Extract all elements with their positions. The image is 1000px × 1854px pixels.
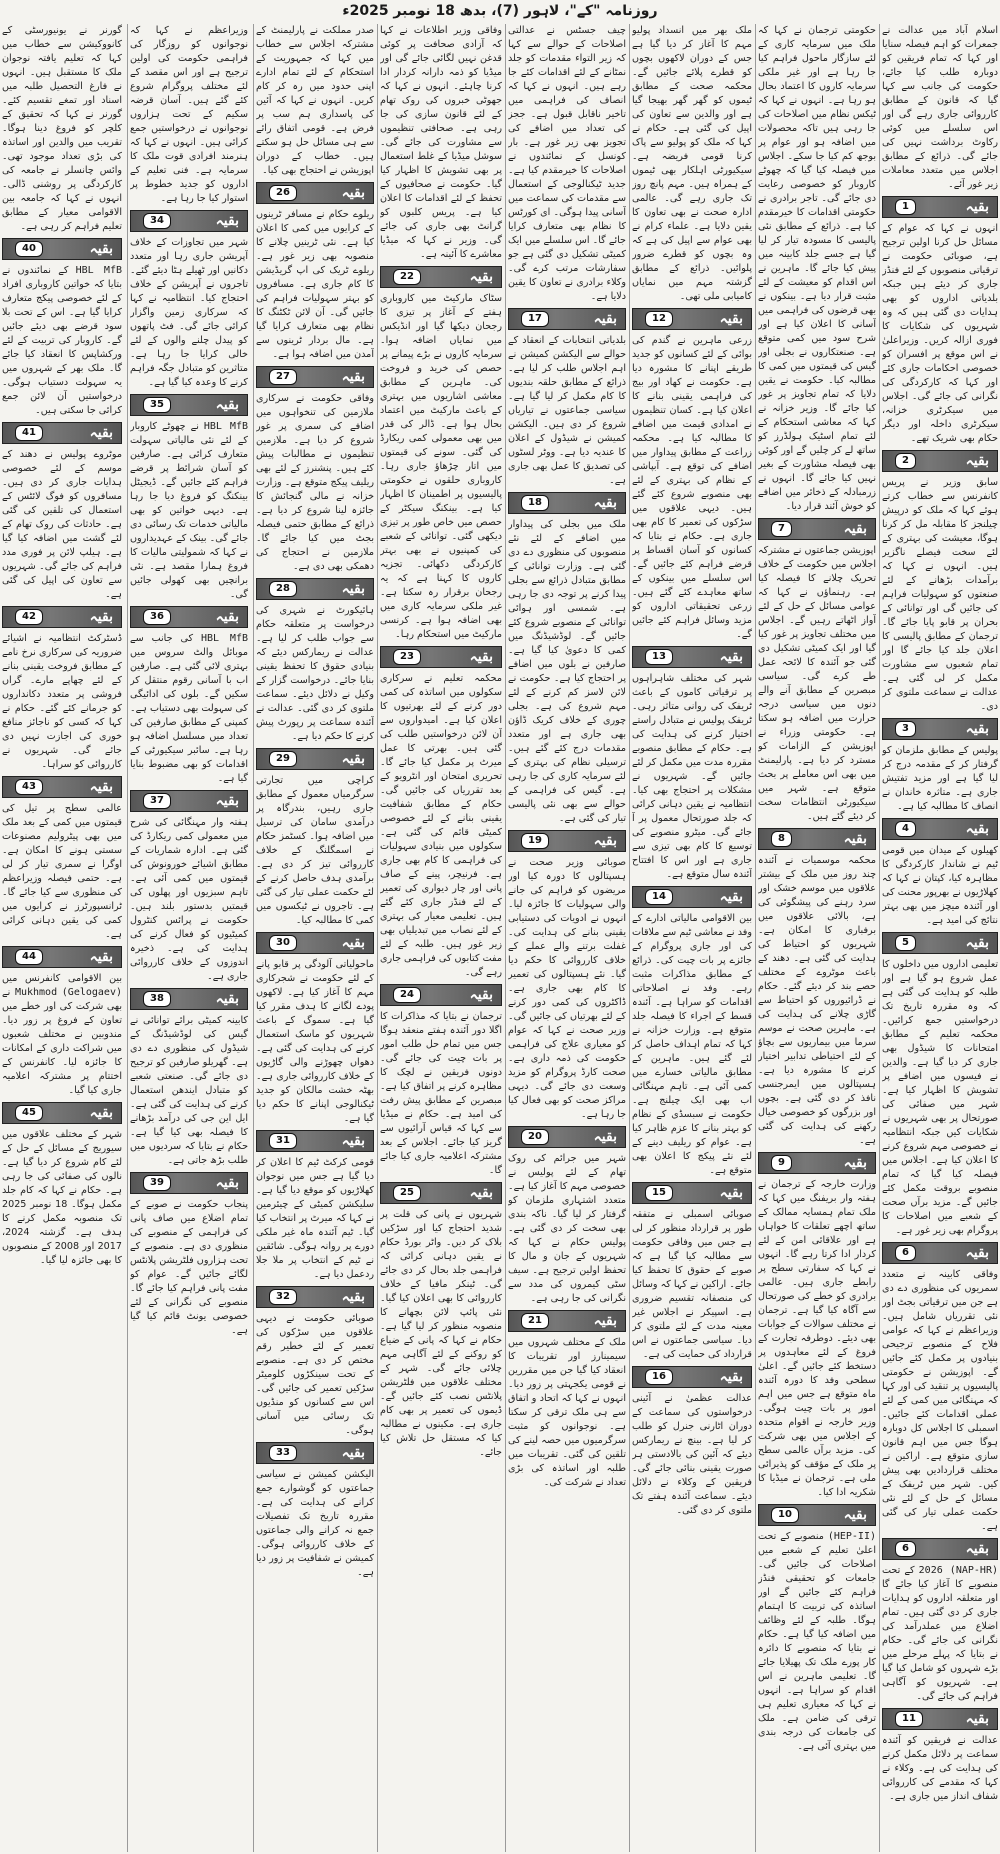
baqia-banner: بقیہ 34: [130, 210, 248, 232]
column-4: [508, 24, 626, 1852]
baqia-banner: بقیہ 18: [508, 492, 626, 514]
column-text: (HEP-II) منصوبے کے تحت اعلیٰ تعلیم کے شعبے میں اصلاحات کی جائیں گی۔ جامعات کو تحقیقی فنڈز فراہم کئے جائیں گے اور اساتذہ کی تربیت کا اہتمام ہوگا۔ طلبہ کے لئے وظائف میں اضافہ کیا گیا ہے۔ حکام نے بتایا کہ منصوبے کا دائرہ کار پورے ملک تک پھیلایا جائے گا۔ تعلیمی ماہرین نے اس اقدام کو سراہا ہے۔ انہوں نے کہا کہ معیاری تعلیم ہی ترقی کی ضامن ہے۔ ملک کی جامعات کی درجہ بندی میں بہتری آئی ہے۔: [758, 1531, 876, 1752]
column-text: صوبائی وزیر صحت نے ہسپتالوں کا دورہ کیا اور مریضوں کو فراہم کی جانے والی سہولیات کا جائزہ لیا۔ انہوں نے ادویات کی دستیابی یقینی بنانے کی ہدایت کی۔ غفلت برتنے والے عملے کے خلاف کارروائی کا حکم دیا گیا۔ نئے ہسپتالوں کی تعمیر کا کام بھی جاری ہے۔ ڈاکٹروں کی کمی دور کرنے کے لئے بھرتیاں کی جائیں گی۔ وزیر صحت نے کہا کہ عوام کو معیاری علاج کی فراہمی حکومت کی ذمہ داری ہے۔ صحت کارڈ پروگرام کو مزید وسعت دی جائے گی۔ دیہی مراکز صحت کو بھی فعال کیا جا رہا ہے۔: [508, 857, 626, 1120]
column-text: ملک میں بجلی کی پیداوار میں اضافے کے لئے نئے منصوبوں کی منظوری دے دی گئی ہے۔ وزارت توانائی کے مطابق متبادل ذرائع سے بجلی پیدا کرنے پر توجہ دی جا رہی ہے۔ شمسی اور ہوائی توانائی کے منصوبے شروع کئے جائیں گے۔ لوڈشیڈنگ میں کمی کا دعویٰ کیا گیا ہے۔ صارفین نے بلوں میں اضافے پر احتجاج کیا ہے۔ حکومت نے لائن لاسز کم کرنے کے لئے مہم شروع کی ہے۔ بجلی چوری کے خلاف کریک ڈاؤن بھی جاری ہے اور متعدد مقدمات درج کئے گئے ہیں۔ ترسیلی نظام کی بہتری کے لئے سرمایہ کاری کی جا رہی ہے۔ گیس کی فراہمی کے حوالے سے بھی نئی پالیسی تیار کی گئی ہے۔: [508, 519, 626, 824]
column-text: چیف جسٹس نے عدالتی اصلاحات کے حوالے سے کہا کہ زیر التواء مقدمات کو جلد نمٹانے کے لئے اقدامات کئے جا رہے ہیں۔ انہوں نے کہا کہ انصاف کی فراہمی میں تاخیر ناقابل قبول ہے۔ ججز کی تعداد میں اضافے کی تجویز بھی زیر غور ہے۔ بار کونسل کے نمائندوں نے اصلاحات کا خیرمقدم کیا ہے۔ جدید ٹیکنالوجی کے استعمال سے مقدمات کی سماعت میں آسانی پیدا ہوگی۔ ای کورٹس کا نظام بھی متعارف کرایا جائے گا۔ اس سلسلے میں ایک کمیٹی تشکیل دی گئی ہے جو سفارشات مرتب کرے گی۔ وکلاء برادری نے تعاون کا یقین دلایا ہے۔: [508, 25, 626, 302]
baqia-banner: بقیہ 12: [632, 308, 752, 330]
column-text: پنجاب حکومت نے صوبے کے تمام اضلاع میں صاف پانی کی فراہمی کے منصوبے کی منظوری دی ہے۔ منصوبے کے تحت ہزاروں فلٹریشن پلانٹس لگائے جائیں گے۔ عوام کو مفت پانی فراہم کیا جائے گا۔ منصوبے کی نگرانی کے لئے خصوصی یونٹ قائم کیا گیا ہے۔: [130, 1199, 248, 1336]
column-text: وزیراعظم نے کہا کہ نوجوانوں کو روزگار کی فراہمی حکومت کی اولین ترجیح ہے اور اس مقصد کے لئے مختلف پروگرام شروع کئے گئے ہیں۔ آسان قرضہ سکیم کے تحت ہزاروں نوجوانوں نے درخواستیں جمع کرائی ہیں۔ انہوں نے کہا کہ ہنرمند افرادی قوت ملک کا سرمایہ ہے۔ فنی تعلیم کے اداروں کو جدید خطوط پر استوار کیا جا رہا ہے۔: [130, 25, 248, 204]
baqia-banner: بقیہ 31: [256, 1130, 374, 1152]
baqia-banner: بقیہ 23: [380, 646, 502, 668]
column-6: [256, 24, 374, 1852]
column-text: کھیلوں کے میدان میں قومی ٹیم نے شاندار کارکردگی کا مظاہرہ کیا، کپتان نے کہا کہ کھلاڑیوں نے بھرپور محنت کی اور آئندہ میچز میں بھی بہتر نتائج کی امید ہے۔: [882, 845, 998, 926]
column-text: ہائیکورٹ نے شہری کی درخواست پر متعلقہ حکام سے جواب طلب کر لیا ہے۔ عدالت نے ریمارکس دیئے کہ بنیادی حقوق کا تحفظ یقینی بنایا جائے۔ درخواست گزار کے وکیل نے دلائل دیئے۔ سماعت ملتوی کر دی گئی۔ عدالت نے آئندہ سماعت پر رپورٹ پیش کرنے کا حکم دیا ہے۔: [256, 605, 374, 742]
baqia-banner: بقیہ 26: [256, 182, 374, 204]
column-text: (NAP-HR) 2026 کے تحت منصوبے کا آغاز کیا جائے گا اور متعلقہ اداروں کو ہدایات جاری کر دی گئی ہیں۔ تمام اضلاع میں عملدرآمد کی نگرانی کی جائے گی۔ حکام نے بتایا کہ پہلے مرحلے میں بڑے شہروں کو شامل کیا گیا ہے۔ شہریوں کو آگاہی فراہم کی جائے گی۔: [882, 1565, 998, 1702]
column-text: شہریوں نے پانی کی قلت پر شدید احتجاج کیا اور سڑکیں بلاک کر دیں۔ واٹر بورڈ حکام نے یقین دہانی کرائی کہ فراہمی جلد بحال کر دی جائے گی۔ ٹینکر مافیا کے خلاف کارروائی کا بھی اعلان کیا گیا۔ نئی پائپ لائن بچھانے کا منصوبہ منظور کر لیا گیا ہے۔ حکام نے کہا کہ پانی کے ضیاع کو روکنے کے لئے آگاہی مہم چلائی جائے گی۔ شہر کے مختلف علاقوں میں فلٹریشن پلانٹس نصب کئے جائیں گے۔ ڈیموں کی تعمیر پر بھی کام جاری ہے۔ مکینوں نے مطالبہ کیا کہ مستقل حل تلاش کیا جائے۔: [380, 1209, 502, 1458]
baqia-banner: بقیہ 24: [380, 984, 502, 1006]
masthead: روزنامہ "کے"، لاہور (7)، بدھ 18 نومبر 2025ء: [342, 3, 658, 19]
baqia-banner: بقیہ 6: [882, 1242, 998, 1264]
baqia-banner: بقیہ 5: [882, 932, 998, 954]
column-separator: [629, 24, 630, 1852]
baqia-banner: بقیہ 10: [758, 1504, 876, 1526]
column-text: شہر کی مختلف شاہراہوں پر ترقیاتی کاموں کے باعث ٹریفک کی روانی متاثر رہی۔ ٹریفک پولیس نے متبادل راستے اختیار کرنے کی ہدایت کی ہے۔ حکام کے مطابق منصوبے مقررہ مدت میں مکمل کر لئے جائیں گے۔ شہریوں نے مشکلات پر احتجاج بھی کیا۔ انتظامیہ نے یقین دہانی کرائی کہ جلد صورتحال معمول پر آ جائے گی۔ میٹرو منصوبے کی توسیع کا کام بھی تیزی سے جاری ہے اور اس کا افتتاح آئندہ سال متوقع ہے۔: [632, 673, 752, 880]
column-text: ماحولیاتی آلودگی پر قابو پانے کے لئے حکومت نے شجرکاری مہم کا آغاز کیا ہے۔ لاکھوں پودے لگانے کا ہدف مقرر کیا گیا ہے۔ سموگ کے باعث شہریوں کو ماسک استعمال کرنے کی ہدایت کی گئی ہے۔ دھواں چھوڑنے والی گاڑیوں کے خلاف کارروائی جاری ہے۔ بھٹہ خشت مالکان کو جدید ٹیکنالوجی اپنانے کا حکم دیا گیا ہے۔: [256, 959, 374, 1124]
baqia-banner: بقیہ 7: [758, 518, 876, 540]
column-text: سٹاک مارکیٹ میں کاروباری ہفتے کے آغاز پر تیزی کا رجحان دیکھا گیا اور انڈیکس میں نمایاں اضافہ ہوا۔ سرمایہ کاروں نے بڑے پیمانے پر حصص کی خرید و فروخت کی۔ ماہرین کے مطابق معاشی اشاریوں میں بہتری کے باعث مارکیٹ میں اعتماد بحال ہوا ہے۔ ڈالر کی قدر میں بھی معمولی کمی ریکارڈ کی گئی۔ سونے کی قیمتوں میں اتار چڑھاؤ جاری رہا۔ کاروباری حلقوں نے حکومتی پالیسیوں پر اطمینان کا اظہار کیا ہے۔ بینکنگ سیکٹر کے حصص میں خاص طور پر تیزی دیکھی گئی۔ توانائی کے شعبے کی کمپنیوں نے بھی بہتر کارکردگی دکھائی۔ تجزیہ کاروں کا کہنا ہے کہ یہ رجحان برقرار رہ سکتا ہے۔ غیر ملکی سرمایہ کاری میں بھی اضافہ ہوا ہے۔ کرنسی مارکیٹ میں استحکام رہا۔: [380, 293, 502, 640]
column-text: محکمہ تعلیم نے سرکاری سکولوں میں اساتذہ کی کمی دور کرنے کے لئے بھرتیوں کا اعلان کیا ہے۔ امیدواروں سے آن لائن درخواستیں طلب کی گئی ہیں۔ بھرتی کا عمل میرٹ پر مکمل کیا جائے گا۔ تحریری امتحان اور انٹرویو کے بعد تقرریاں کی جائیں گی۔ حکام کے مطابق شفافیت یقینی بنانے کے لئے خصوصی کمیٹی قائم کی گئی ہے۔ سکولوں میں بنیادی سہولیات کی فراہمی کا کام بھی جاری ہے۔ فرنیچر، پینے کے صاف پانی اور چار دیواری کی تعمیر کے لئے فنڈز جاری کئے گئے ہیں۔ تعلیمی معیار کی بہتری کے لئے نصاب میں تبدیلیاں بھی زیر غور ہیں۔ طلبہ کے لئے مفت کتابوں کی فراہمی جاری رہے گی۔: [380, 673, 502, 978]
baqia-banner: بقیہ 15: [632, 1182, 752, 1204]
column-text: قومی کرکٹ ٹیم کا اعلان کر دیا گیا ہے جس میں نوجوان کھلاڑیوں کو موقع دیا گیا ہے۔ سلیکشن کمیٹی کے چیئرمین نے کہا کہ میرٹ پر انتخاب کیا گیا۔ ٹیم آئندہ ماہ غیر ملکی دورے پر روانہ ہوگی۔ شائقین نے ٹیم کے انتخاب پر ملا جلا ردعمل دیا ہے۔: [256, 1157, 374, 1280]
column-text: عدالت نے فریقین کو آئندہ سماعت پر دلائل مکمل کرنے کی ہدایت کی ہے۔ وکلاء نے کہا کہ مقدمے کی کارروائی شفاف انداز میں جاری ہے۔: [882, 1735, 998, 1802]
column-text: وفاقی کابینہ نے متعدد سمریوں کی منظوری دے دی ہے جن میں ترقیاتی بجٹ اور نئی تقرریاں شامل ہیں۔ وزیراعظم نے کہا کہ عوامی فلاح کے منصوبے ترجیحی بنیادوں پر مکمل کئے جائیں گے۔ اپوزیشن نے حکومتی پالیسیوں پر تنقید کی اور کہا کہ مہنگائی میں کمی کے لئے عملی اقدامات کئے جائیں۔ اسمبلی کا اجلاس کل دوبارہ ہوگا جس میں اہم قانون سازی متوقع ہے۔ اراکین نے مختلف قراردادیں بھی پیش کیں۔ شہر میں ٹریفک کے مسائل کے حل کے لئے نئی حکمت عملی تیار کی گئی ہے۔: [882, 1269, 998, 1532]
column-separator: [755, 24, 756, 1852]
column-text: تعلیمی اداروں میں داخلوں کا عمل شروع ہو گیا ہے اور طلبہ کو ہدایت کی گئی ہے کہ وہ مقررہ تاریخ تک درخواستیں جمع کرائیں۔ محکمہ تعلیم کے مطابق امتحانات کا شیڈول بھی جاری کر دیا گیا ہے۔ والدین نے فیسوں میں اضافے پر تشویش کا اظہار کیا ہے۔ شہر میں صفائی کی صورتحال پر بھی شہریوں نے شکایات کیں جبکہ انتظامیہ نے خصوصی مہم شروع کرنے کا اعلان کیا ہے۔ اجلاس میں فیصلہ کیا گیا کہ تمام منصوبے بروقت مکمل کئے جائیں گے۔ مزید برآں صحت کے شعبے میں اصلاحات کا پروگرام بھی زیر غور ہے۔: [882, 959, 998, 1236]
column-text: گورنر نے یونیورسٹی کے کانووکیشن سے خطاب میں کہا کہ تعلیم یافتہ نوجوان ملک کا مستقبل ہیں۔ انہوں نے فارغ التحصیل طلبہ میں اسناد اور تمغے تقسیم کئے۔ گورنر نے کہا کہ تحقیق کے کلچر کو فروغ دینا ہوگا۔ تقریب میں والدین اور اساتذہ کی بڑی تعداد موجود تھی۔ وائس چانسلر نے جامعہ کی کارکردگی پر روشنی ڈالی۔ انہوں نے کہا کہ جامعہ بین الاقوامی معیار کے مطابق تعلیم فراہم کر رہی ہے۔: [2, 25, 122, 232]
column-text: صوبائی حکومت نے دیہی علاقوں میں سڑکوں کی تعمیر کے لئے خطیر رقم مختص کر دی ہے۔ منصوبے کے تحت سینکڑوں کلومیٹر سڑکیں تعمیر کی جائیں گی۔ اس سے کسانوں کو منڈیوں تک رسائی میں آسانی ہوگی۔: [256, 1313, 374, 1436]
column-text: ترجمان نے بتایا کہ مذاکرات کا اگلا دور آئندہ ہفتے منعقد ہوگا جس میں تمام حل طلب امور پر بات چیت کی جائے گی۔ دونوں فریقین نے لچک کا مظاہرہ کرنے پر اتفاق کیا ہے۔ مبصرین کے مطابق پیش رفت کی امید ہے۔ حکام نے میڈیا سے کہا کہ قیاس آرائیوں سے گریز کیا جائے۔ اجلاس کے بعد مشترکہ اعلامیہ جاری کیا جائے گا۔: [380, 1011, 502, 1176]
column-text: صدر مملکت نے پارلیمنٹ کے مشترکہ اجلاس سے خطاب میں کہا کہ جمہوریت کے استحکام کے لئے تمام ادارے اپنی حدود میں رہ کر کام کریں۔ انہوں نے کہا کہ آئین کی پاسداری ہم سب پر فرض ہے۔ قومی اتفاق رائے سے ہی مسائل حل ہو سکتے ہیں۔ خطاب کے دوران اپوزیشن نے احتجاج بھی کیا۔: [256, 25, 374, 176]
column-text: اپوزیشن جماعتوں نے مشترکہ اجلاس میں حکومت کے خلاف تحریک چلانے کا فیصلہ کیا ہے۔ رہنماؤں نے کہا کہ عوامی مسائل کے حل کے لئے آواز اٹھاتے رہیں گے۔ اجلاس میں مختلف تجاویز پر غور کیا گیا اور ایک کمیٹی تشکیل دی گئی جو آئندہ کا لائحہ عمل طے کرے گی۔ سیاسی مبصرین کے مطابق آنے والے دنوں میں سیاسی درجہ حرارت میں اضافہ ہو سکتا ہے۔ حکومتی وزراء نے اپوزیشن کے الزامات کو مسترد کر دیا ہے۔ پارلیمنٹ میں بھی اس معاملے پر بحث متوقع ہے۔ شہر میں سیکیورٹی انتظامات سخت کر دیئے گئے ہیں۔: [758, 545, 876, 822]
baqia-banner: بقیہ 27: [256, 366, 374, 388]
baqia-banner: بقیہ 41: [2, 422, 122, 444]
baqia-banner: بقیہ 33: [256, 1442, 374, 1464]
column-5: [380, 24, 502, 1852]
column-text: بین الاقوامی مالیاتی ادارے کے وفد نے معاشی ٹیم سے ملاقات کی اور جاری پروگرام کے جائزے پر بات چیت کی۔ ذرائع کے مطابق مذاکرات مثبت رہے۔ وفد نے اصلاحاتی اقدامات کو سراہا ہے۔ آئندہ قسط کے اجراء کا فیصلہ جلد متوقع ہے۔ وزارت خزانہ نے کہا کہ تمام اہداف حاصل کر لئے گئے ہیں۔ ماہرین کے مطابق مالیاتی خسارے میں کمی آئی ہے۔ تاہم مہنگائی اب بھی ایک چیلنج ہے۔ حکومت نے سبسڈی کے نظام کو بہتر بنانے کا عزم ظاہر کیا ہے۔ عوام کو ریلیف دینے کے لئے نئے پیکج کا اعلان بھی متوقع ہے۔: [632, 913, 752, 1176]
column-text: اسلام آباد میں عدالت نے جمعرات کو اہم فیصلہ سنایا اور کہا کہ تمام فریقین کو دوبارہ طلب کیا جائے، حکومت کی جانب سے کہا گیا کہ قانون کے مطابق کارروائی جاری رہے گی اور اس سلسلے میں کوئی رکاوٹ برداشت نہیں کی جائے گی۔ ذرائع کے مطابق اجلاس میں متعدد معاملات زیر غور آئے۔: [882, 25, 998, 190]
column-text: زرعی ماہرین نے گندم کی بوائی کے لئے کسانوں کو جدید طریقے اپنانے کا مشورہ دیا ہے۔ حکومت نے کھاد اور بیج کی فراہمی یقینی بنانے کا اعلان کیا ہے۔ کسان تنظیموں نے امدادی قیمت میں اضافے کا مطالبہ کیا ہے۔ محکمہ زراعت کے مطابق پیداوار میں اضافے کی توقع ہے۔ آبپاشی کے نظام کی بہتری کے لئے بھی منصوبے شروع کئے گئے ہیں۔ دیہی علاقوں میں سڑکوں کی تعمیر کا کام بھی جاری ہے۔ حکام نے بتایا کہ کسانوں کو آسان اقساط پر قرضے فراہم کئے جائیں گے۔ اس سلسلے میں بینکوں کے ساتھ معاہدے کئے گئے ہیں۔ زرعی تحقیقاتی اداروں کو مزید وسائل فراہم کئے جائیں گے۔: [632, 335, 752, 640]
baqia-banner: بقیہ 11: [882, 1708, 998, 1730]
baqia-banner: بقیہ 20: [508, 1126, 626, 1148]
baqia-banner: بقیہ 25: [380, 1182, 502, 1204]
column-text: پولیس کے مطابق ملزمان کو گرفتار کر کے مقدمہ درج کر لیا گیا ہے اور مزید تفتیش جاری ہے۔ متاثرہ خاندان نے انصاف کا مطالبہ کیا ہے۔: [882, 745, 998, 812]
column-separator: [879, 24, 880, 1852]
column-text: HBL MfB کی جانب سے موبائل والٹ سروس میں بہتری لائی گئی ہے۔ صارفین اب با آسانی رقوم منتقل کر سکیں گے۔ بلوں کی ادائیگی کی سہولت بھی دستیاب ہے۔ کمپنی کے مطابق صارفین کی تعداد میں مسلسل اضافہ ہو رہا ہے۔ سائبر سیکیورٹی کے اقدامات کو بھی مضبوط بنایا گیا ہے۔: [130, 633, 248, 784]
column-text: کراچی میں تجارتی سرگرمیاں معمول کے مطابق جاری رہیں، بندرگاہ پر درآمدی سامان کی ترسیل میں اضافہ ہوا۔ کسٹمز حکام نے اسمگلنگ کے خلاف کارروائی تیز کر دی ہے۔ برآمدی ہدف حاصل کرنے کے لئے حکمت عملی تیار کی گئی ہے۔ تاجروں نے ٹیکسوں میں کمی کا مطالبہ کیا۔: [256, 775, 374, 926]
baqia-banner: بقیہ 29: [256, 748, 374, 770]
baqia-banner: بقیہ 37: [130, 790, 248, 812]
column-text: ڈسٹرکٹ انتظامیہ نے اشیائے ضروریہ کی سرکاری نرخ نامے کے مطابق فروخت یقینی بنانے کے لئے چھاپے مارے۔ گراں فروشی پر متعدد دکانداروں کو جرمانے کئے گئے۔ حکام نے کہا کہ کسی کو ناجائز منافع خوری کی اجازت نہیں دی جائے گی۔ شہریوں نے کارروائی کو سراہا۔: [2, 633, 122, 770]
baqia-banner: بقیہ 9: [758, 1152, 876, 1174]
column-separator: [253, 24, 254, 1852]
baqia-banner: بقیہ 6: [882, 1538, 998, 1560]
column-text: بلدیاتی انتخابات کے انعقاد کے حوالے سے الیکشن کمیشن نے اہم اجلاس طلب کر لیا ہے۔ ذرائع کے مطابق حلقہ بندیوں کا کام مکمل کر لیا گیا ہے۔ سیاسی جماعتوں نے تیاریاں شروع کر دی ہیں۔ الیکشن کمیشن نے شیڈول کے اعلان کا عندیہ دیا ہے۔ ووٹر لسٹوں کی تصدیق کا عمل بھی جاری ہے۔: [508, 335, 626, 486]
baqia-banner: بقیہ 42: [2, 606, 122, 628]
baqia-banner: بقیہ 44: [2, 946, 122, 968]
column-text: حکومتی ترجمان نے کہا کہ ملک میں سرمایہ کاری کے لئے سازگار ماحول فراہم کیا جا رہا ہے اور غیر ملکی سرمایہ کاروں کا اعتماد بحال ہو رہا ہے۔ انہوں نے کہا کہ ٹیکس نظام میں اصلاحات کی جا رہی ہیں تاکہ محصولات میں اضافہ ہو اور عوام پر بوجھ کم کیا جا سکے۔ اجلاس میں فیصلہ کیا گیا کہ چھوٹے کاروبار کو خصوصی رعایت دی جائے گی۔ تاجر برادری نے حکومتی اقدامات کا خیرمقدم کیا ہے۔ ذرائع کے مطابق نئی پالیسی کا مسودہ تیار کر لیا گیا ہے جسے جلد کابینہ میں پیش کیا جائے گا۔ ماہرین نے اس اقدام کو معیشت کے لئے مثبت قرار دیا ہے۔ بینکوں نے بھی قرضوں کی فراہمی میں آسانی کا اعلان کیا ہے اور شرح سود میں کمی متوقع ہے۔ صنعتکاروں نے بجلی اور گیس کی قیمتوں میں کمی کا مطالبہ کیا۔ حکومت نے یقین دلایا کہ تمام تجاویز پر غور کیا جائے گا۔ وزیر خزانہ نے کہا کہ معاشی استحکام کے لئے تمام اسٹیک ہولڈرز کو ساتھ لے کر چلیں گے اور کوئی بھی فیصلہ مشاورت کے بغیر نہیں کیا جائے گا۔ انہوں نے زرمبادلہ کے ذخائر میں اضافے کو خوش آئند قرار دیا۔: [758, 25, 876, 512]
column-separator: [377, 24, 378, 1852]
column-text: وزارت خارجہ کے ترجمان نے ہفتہ وار بریفنگ میں کہا کہ ملک تمام ہمسایہ ممالک کے ساتھ اچھے تعلقات کا خواہاں ہے اور علاقائی امن کے لئے کردار ادا کرتا رہے گا۔ انہوں نے کہا کہ سفارتی سطح پر رابطے جاری ہیں۔ عالمی برادری کو خطے کی صورتحال سے آگاہ کیا گیا ہے۔ ترجمان نے مختلف سوالات کے جوابات بھی دیئے۔ دوطرفہ تجارت کے فروغ کے لئے معاہدوں پر دستخط کئے جائیں گے۔ اعلیٰ سطحی وفد کا دورہ آئندہ ماہ متوقع ہے جس میں اہم امور پر بات چیت ہوگی۔ وزیر خارجہ نے اقوام متحدہ کے اجلاس میں بھی شرکت کی۔ مزید برآں عالمی سطح پر ملک کے مؤقف کو پذیرائی ملی ہے۔ ترجمان نے میڈیا کا شکریہ ادا کیا۔: [758, 1179, 876, 1498]
column-text: الیکشن کمیشن نے سیاسی جماعتوں کو گوشوارے جمع کرانے کی ہدایت کی ہے۔ مقررہ تاریخ تک تفصیلات جمع نہ کرانے والی جماعتوں کے خلاف کارروائی ہوگی۔ کمیشن نے شفافیت پر زور دیا ہے۔: [256, 1469, 374, 1578]
baqia-banner: بقیہ 32: [256, 1286, 374, 1308]
column-3: [632, 24, 752, 1852]
column-text: انہوں نے کہا کہ عوام کے مسائل حل کرنا اولین ترجیح ہے، صوبائی حکومت نے ترقیاتی منصوبوں کے لئے فنڈز جاری کر دیئے ہیں جبکہ بلدیاتی اداروں کو بھی ہدایات دی گئی ہیں کہ وہ شہریوں کی شکایات کا فوری ازالہ کریں۔ وزیراعلیٰ نے اس موقع پر افسران کو خصوصی احکامات جاری کئے اور کہا کہ کارکردگی کی نگرانی کی جائے گی۔ اجلاس میں سیکرٹری خزانہ، سیکرٹری داخلہ اور دیگر حکام بھی شریک تھے۔: [882, 223, 998, 444]
column-text: موٹروے پولیس نے دھند کے موسم کے لئے خصوصی ہدایات جاری کر دی ہیں۔ مسافروں کو فوگ لائٹس کے استعمال کی تلقین کی گئی ہے۔ حادثات کی روک تھام کے لئے گشت میں اضافہ کیا گیا ہے۔ ہیلپ لائن پر فوری مدد فراہم کی جائے گی۔ شہریوں سے تعاون کی اپیل کی گئی ہے۔: [2, 449, 122, 600]
baqia-banner: بقیہ 13: [632, 646, 752, 668]
baqia-banner: بقیہ 1: [882, 196, 998, 218]
column-1: [882, 24, 998, 1852]
baqia-banner: بقیہ 38: [130, 988, 248, 1010]
column-text: کابینہ کمیٹی برائے توانائی نے گیس کی لوڈشیڈنگ کے شیڈول کی منظوری دے دی ہے۔ گھریلو صارفین کو ترجیح دی جائے گی۔ صنعتی شعبے کو متبادل ایندھن استعمال کرنے کی ہدایت کی گئی ہے۔ ایل این جی کی درآمد بڑھانے کا فیصلہ بھی کیا گیا ہے۔ حکام نے بتایا کہ سردیوں میں طلب بڑھ جاتی ہے۔: [130, 1015, 248, 1166]
column-text: شہر کے مختلف علاقوں میں سیوریج کے مسائل کے حل کے لئے کام شروع کر دیا گیا ہے۔ نالوں کی صفائی کی جا رہی ہے۔ حکام نے کہا کہ کام جلد مکمل ہوگا۔ 18 نومبر 2025 تک منصوبہ مکمل کرنے کا ہدف ہے۔ گزشتہ 2024، 2017 اور 2008 کے منصوبوں کا بھی جائزہ لیا گیا۔: [2, 1129, 122, 1266]
baqia-banner: بقیہ 8: [758, 828, 876, 850]
baqia-banner: بقیہ 17: [508, 308, 626, 330]
column-text: HBL MfB کے نمائندوں نے بتایا کہ خواتین کاروباری افراد کے لئے خصوصی پیکج متعارف کرایا گیا ہے۔ اس کے تحت بلا سود قرضے بھی دیئے جائیں گے۔ کاروبار کی تربیت کے لئے ورکشاپس کا انعقاد کیا جائے گا۔ ملک بھر کے شہروں میں یہ سہولت دستیاب ہوگی۔ درخواستیں آن لائن جمع کرائی جا سکتی ہیں۔: [2, 265, 122, 416]
column-text: عالمی سطح پر تیل کی قیمتوں میں کمی کے بعد ملک میں بھی پیٹرولیم مصنوعات سستی ہونے کا امکان ہے۔ اوگرا نے سمری تیار کر لی ہے۔ حتمی فیصلہ وزیراعظم کی منظوری سے کیا جائے گا۔ ٹرانسپورٹرز نے کرایوں میں کمی کی یقین دہانی کرائی ہے۔: [2, 803, 122, 940]
baqia-banner: بقیہ 16: [632, 1366, 752, 1388]
column-separator: [127, 24, 128, 1852]
column-2: [758, 24, 876, 1852]
baqia-banner: بقیہ 21: [508, 1310, 626, 1332]
column-text: وفاقی حکومت نے سرکاری ملازمین کی تنخواہوں میں اضافے کی سمری پر غور شروع کر دیا ہے۔ ملازمین تنظیموں نے مطالبات پیش کئے ہیں۔ پنشنرز کے لئے بھی ریلیف پیکج متوقع ہے۔ وزارت خزانہ نے مالی گنجائش کا جائزہ لینا شروع کر دیا ہے۔ ذرائع کے مطابق حتمی فیصلہ بجٹ میں کیا جائے گا۔ ملازمین نے احتجاج کی دھمکی بھی دی ہے۔: [256, 393, 374, 572]
baqia-banner: بقیہ 2: [882, 450, 998, 472]
column-text: بین الاقوامی کانفرنس میں Mukhmod (Gelogaev) نے بھی شرکت کی اور خطے میں تعاون کے فروغ پر زور دیا۔ مندوبین نے مختلف شعبوں میں شراکت داری کے امکانات کا جائزہ لیا۔ کانفرنس کے اختتام پر مشترکہ اعلامیہ جاری کیا گیا۔: [2, 973, 122, 1096]
baqia-banner: بقیہ 35: [130, 394, 248, 416]
column-7: [130, 24, 248, 1852]
column-text: محکمہ موسمیات نے آئندہ چند روز میں ملک کے بیشتر علاقوں میں موسم خشک اور سرد رہنے کی پیشگوئی کی ہے، بالائی علاقوں میں برفباری کا امکان ہے۔ شہریوں کو احتیاط کی ہدایت کی گئی ہے۔ دھند کے باعث موٹروے کے مختلف حصے بند کر دیئے گئے۔ حکام نے ڈرائیوروں کو احتیاط سے گاڑی چلانے کی ہدایت کی ہے۔ ماہرین صحت نے موسم سرما میں بیماریوں سے بچاؤ کے لئے احتیاطی تدابیر اختیار کرنے کا مشورہ دیا ہے۔ ہسپتالوں میں ایمرجنسی نافذ کر دی گئی ہے۔ بچوں اور بزرگوں کو خصوصی خیال رکھنے کی ہدایت کی گئی ہے۔: [758, 855, 876, 1146]
baqia-banner: بقیہ 40: [2, 238, 122, 260]
column-separator: [505, 24, 506, 1852]
column-text: شہر میں تجاوزات کے خلاف آپریشن جاری رہا اور متعدد دکانیں اور ٹھیلے ہٹا دیئے گئے۔ تاجروں نے آپریشن کے خلاف احتجاج کیا۔ انتظامیہ نے کہا کہ سرکاری زمین واگزار کرائی جائے گی۔ فٹ پاتھوں کو پیدل چلنے والوں کے لئے خالی کرایا جا رہا ہے۔ متاثرین کو متبادل جگہ فراہم کرنے کا وعدہ کیا گیا ہے۔: [130, 237, 248, 388]
column-text: ملک بھر میں انسداد پولیو مہم کا آغاز کر دیا گیا ہے جس کے دوران لاکھوں بچوں کو قطرے پلائے جائیں گے۔ محکمہ صحت کے مطابق ٹیموں کو گھر گھر بھیجا گیا ہے اور والدین سے تعاون کی اپیل کی گئی ہے۔ حکام نے کہا کہ ملک کو پولیو سے پاک کرنا قومی فریضہ ہے۔ سیکیورٹی اہلکار بھی ٹیموں کے ہمراہ ہیں۔ مہم پانچ روز تک جاری رہے گی۔ عالمی ادارہ صحت نے بھی تعاون کا یقین دلایا ہے۔ علماء کرام نے بھی عوام سے اپیل کی ہے کہ وہ بچوں کو قطرے ضرور پلوائیں۔ ذرائع کے مطابق گزشتہ مہم میں نمایاں کامیابی ملی تھی۔: [632, 25, 752, 302]
baqia-banner: بقیہ 4: [882, 818, 998, 840]
baqia-banner: بقیہ 36: [130, 606, 248, 628]
baqia-banner: بقیہ 14: [632, 886, 752, 908]
column-text: ہفتہ وار مہنگائی کی شرح میں معمولی کمی ریکارڈ کی گئی ہے۔ ادارہ شماریات کے مطابق اشیائے خورونوش کی قیمتوں میں کمی آئی ہے۔ تاہم سبزیوں اور پھلوں کی قیمتیں بدستور بلند ہیں۔ حکومت نے پرائس کنٹرول کمیٹیوں کو فعال کرنے کی ہدایت کی ہے۔ ذخیرہ اندوزوں کے خلاف کارروائی جاری ہے۔: [130, 817, 248, 982]
baqia-banner: بقیہ 45: [2, 1102, 122, 1124]
column-text: سابق وزیر نے پریس کانفرنس سے خطاب کرتے ہوئے کہا کہ ملک کو درپیش چیلنجز کا مقابلہ مل کر کرنا ہوگا، معیشت کی بہتری کے لئے سخت فیصلے ناگزیر ہیں۔ انہوں نے کہا کہ برآمدات بڑھانے کے لئے صنعتوں کو سہولیات فراہم کی جائیں گی اور توانائی کے بحران پر قابو پایا جائے گا۔ ترجمان کے مطابق پالیسی کا اعلان جلد کیا جائے گا اور تمام شعبوں سے مشاورت مکمل کر لی گئی ہے۔ عدالت نے سماعت ملتوی کر دی۔: [882, 477, 998, 712]
column-text: وفاقی وزیر اطلاعات نے کہا کہ آزادی صحافت پر کوئی قدغن نہیں لگائی جائے گی اور میڈیا کو ذمہ دارانہ کردار ادا کرنا چاہئے۔ انہوں نے کہا کہ جھوٹی خبروں کی روک تھام کے لئے قانون سازی کی جا رہی ہے۔ صحافتی تنظیموں سے مشاورت کی جائے گی۔ سوشل میڈیا کے غلط استعمال پر بھی تشویش کا اظہار کیا گیا۔ حکومت نے صحافیوں کے تحفظ کے لئے اقدامات کا اعلان کیا ہے۔ پریس کلبوں کو گرانٹ بھی جاری کی جائے گی۔ وزیر نے کہا کہ میڈیا معاشرے کا آئینہ ہے۔: [380, 25, 502, 260]
baqia-banner: بقیہ 19: [508, 830, 626, 852]
baqia-banner: بقیہ 22: [380, 266, 502, 288]
baqia-banner: بقیہ 30: [256, 932, 374, 954]
baqia-banner: بقیہ 43: [2, 776, 122, 798]
column-text: شہر میں جرائم کی روک تھام کے لئے پولیس نے خصوصی مہم کا آغاز کیا ہے۔ متعدد اشتہاری ملزمان کو گرفتار کر لیا گیا۔ ناکہ بندی بھی سخت کر دی گئی ہے۔ پولیس حکام نے کہا کہ شہریوں کے جان و مال کا تحفظ اولین ترجیح ہے۔ سیف سٹی کیمروں کی مدد سے نگرانی کی جا رہی ہے۔: [508, 1153, 626, 1304]
column-text: HBL MfB نے چھوٹے کاروبار کے لئے نئی مالیاتی سہولت متعارف کرائی ہے۔ صارفین کو آسان شرائط پر قرضے فراہم کئے جائیں گے۔ ڈیجیٹل بینکنگ کو فروغ دیا جا رہا ہے۔ دیہی خواتین کو بھی مالیاتی خدمات تک رسائی دی جائے گی۔ بینک کے عہدیداروں نے کہا کہ شمولیتی مالیات کا فروغ ہمارا مقصد ہے۔ نئی برانچیں بھی کھولی جائیں گی۔: [130, 421, 248, 600]
column-text: ریلوے حکام نے مسافر ٹرینوں کے کرایوں میں کمی کا اعلان کیا ہے۔ نئی ٹرینیں چلانے کا منصوبہ بھی زیر غور ہے۔ ریلوے ٹریک کی اپ گریڈیشن کا کام جاری ہے۔ مسافروں کو بہتر سہولیات فراہم کی جائیں گی۔ آن لائن ٹکٹنگ کا نظام بھی متعارف کرایا گیا ہے۔ مال بردار ٹرینوں سے آمدن میں اضافہ ہوا ہے۔: [256, 209, 374, 360]
baqia-banner: بقیہ 28: [256, 578, 374, 600]
column-text: ملک کے مختلف شہروں میں سیمینارز اور تقریبات کا انعقاد کیا گیا جن میں مقررین نے قومی یکجہتی پر زور دیا۔ انہوں نے کہا کہ اتحاد و اتفاق سے ہی ملک ترقی کر سکتا ہے۔ نوجوانوں کو مثبت سرگرمیوں میں حصہ لینے کی تلقین کی گئی۔ تقریبات میں طلبہ اور اساتذہ کی بڑی تعداد نے شرکت کی۔: [508, 1337, 626, 1488]
column-8: [2, 24, 122, 1852]
baqia-banner: بقیہ 39: [130, 1172, 248, 1194]
baqia-banner: بقیہ 3: [882, 718, 998, 740]
column-text: عدالت عظمیٰ نے آئینی درخواستوں کی سماعت کے دوران اٹارنی جنرل کو طلب کر لیا ہے۔ بینچ نے ریمارکس دیئے کہ آئین کی بالادستی ہر صورت یقینی بنائی جائے گی۔ فریقین کے وکلاء نے دلائل دیئے۔ سماعت آئندہ ہفتے تک ملتوی کر دی گئی۔: [632, 1393, 752, 1516]
column-text: صوبائی اسمبلی نے متفقہ طور پر قرارداد منظور کر لی ہے جس میں وفاقی حکومت سے مطالبہ کیا گیا ہے کہ صوبے کے حقوق کا تحفظ کیا جائے۔ اراکین نے کہا کہ وسائل کی منصفانہ تقسیم ضروری ہے۔ اسپیکر نے اجلاس غیر معینہ مدت کے لئے ملتوی کر دیا۔ سیاسی جماعتوں نے اس قرارداد کی حمایت کی ہے۔: [632, 1209, 752, 1360]
